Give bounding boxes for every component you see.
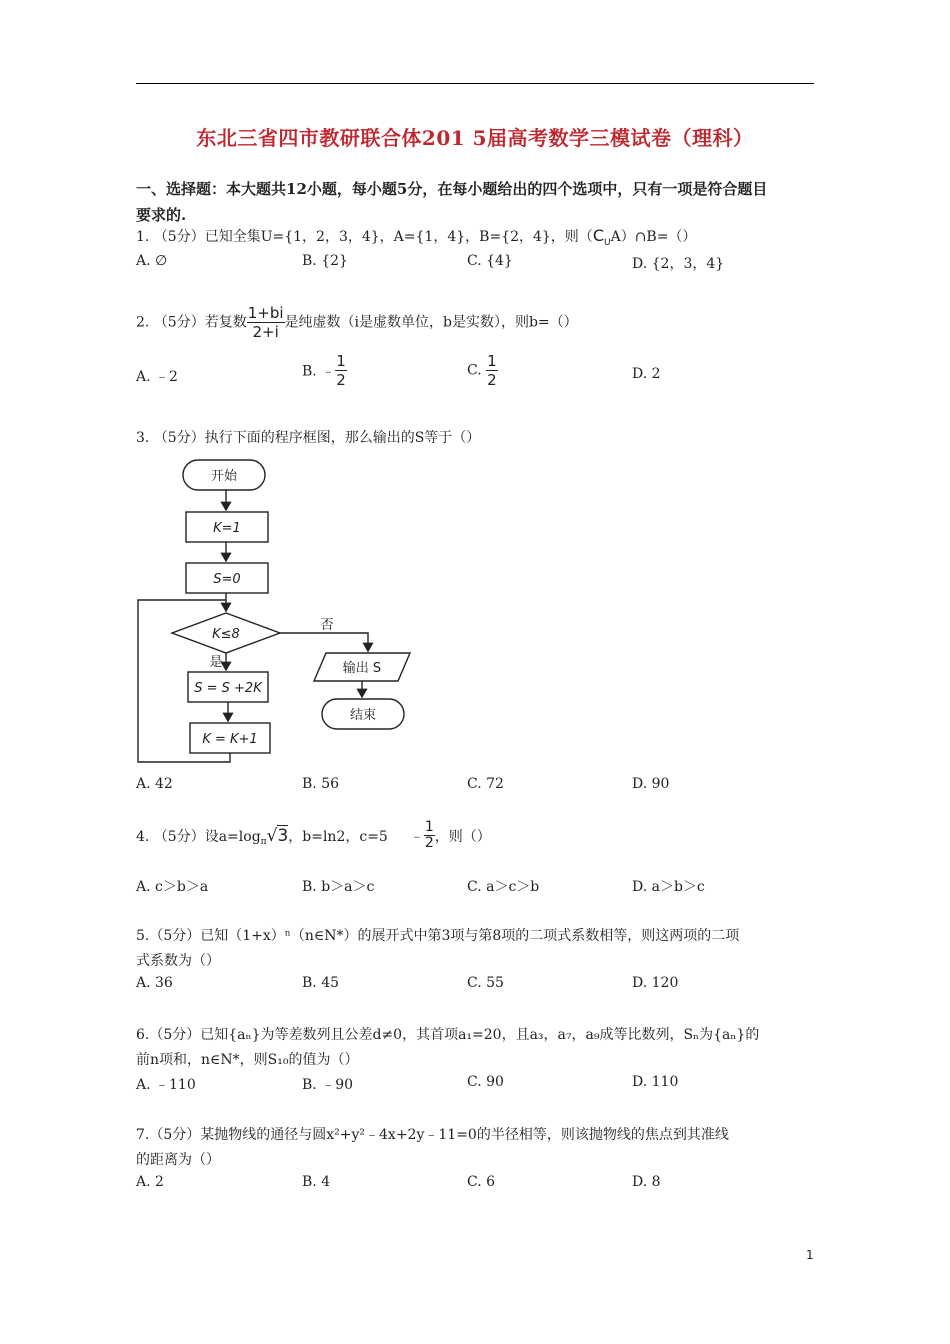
q2-option-a[interactable]: A. ﹣2 <box>136 369 178 385</box>
flow-k-init-label: K=1 <box>213 521 241 536</box>
q1-option-d[interactable]: D. {2，3，4} <box>632 256 725 272</box>
question-3-stem: 3. （5分）执行下面的程序框图，那么输出的S等于（） <box>136 430 481 446</box>
q1-stem-part-a: 1. （5分）已知全集U={1，2，3，4}，A={1，4}，B={2，4}，则（ <box>136 229 593 245</box>
section-heading-line-1: 一、选择题：本大题共12小题，每小题5分，在每小题给出的四个选项中，只有一项是符合题目 <box>136 180 768 198</box>
program-flowchart <box>130 452 430 770</box>
section-heading <box>136 176 816 228</box>
q5-option-b[interactable]: B. 45 <box>302 975 340 991</box>
exponent: ﹣ $\frac{1}{2}$ <box>409 819 434 851</box>
question-1-stem <box>136 226 696 248</box>
q7-option-b[interactable]: B. 4 <box>302 1174 331 1190</box>
q3-option-a[interactable]: A. 42 <box>136 776 173 792</box>
q5-option-d[interactable]: D. 120 <box>632 975 679 991</box>
section-heading-line-2: 要求的. <box>136 206 187 224</box>
q4-option-d[interactable]: D. a＞b＞c <box>632 879 705 895</box>
question-2-stem <box>136 304 578 341</box>
q1-option-b[interactable]: B. {2} <box>302 253 348 269</box>
q4-option-b[interactable]: B. b＞a＞c <box>302 879 375 895</box>
paper-title: 东北三省四市教研联合体201 5届高考数学三模试卷（理科） <box>196 126 754 150</box>
q7-option-d[interactable]: D. 8 <box>632 1174 661 1190</box>
q6-option-d[interactable]: D. 110 <box>632 1074 679 1090</box>
q6-option-b[interactable]: B. ﹣90 <box>302 1077 354 1093</box>
q6-option-c[interactable]: C. 90 <box>467 1074 504 1090</box>
q3-option-d[interactable]: D. 90 <box>632 776 670 792</box>
q3-option-b[interactable]: B. 56 <box>302 776 340 792</box>
question-6-line-1: 6.（5分）已知{aₙ}为等差数列且公差d≠0，其首项a₁=20，且a₃，a₇，a₉成等比数列，Sₙ为{aₙ}的 <box>136 1027 760 1043</box>
q2-stem-part-a: 2. （5分）若复数 <box>136 314 247 331</box>
flow-incr-label: K = K+1 <box>202 732 258 747</box>
header-rule <box>136 83 814 84</box>
question-6-line-2: 前n项和，n∈N*，则S₁₀的值为（） <box>136 1052 359 1068</box>
q2-option-b-fraction: $\frac{1}{2}$ <box>336 352 346 389</box>
q1-stem-part-b: A）∩B=（） <box>610 229 697 245</box>
q7-option-c[interactable]: C. 6 <box>467 1174 496 1190</box>
q4-option-c[interactable]: C. a＞c＞b <box>467 879 540 895</box>
question-5-line-1: 5.（5分）已知（1+x）ⁿ（n∈N*）的展开式中第3项与第8项的二项式系数相等，则这两项的二项 <box>136 928 740 944</box>
log-base: π <box>260 836 267 847</box>
flow-condition-label: K≤8 <box>212 627 240 642</box>
q5-option-a[interactable]: A. 36 <box>136 975 173 991</box>
q2-option-c-fraction: $\frac{1}{2}$ <box>487 352 497 389</box>
q7-option-a[interactable]: A. 2 <box>136 1174 164 1190</box>
q2-option-c[interactable]: C. $\frac{1}{2}$ <box>467 352 497 389</box>
q4-stem-part-c: ，则（） <box>434 829 491 845</box>
q1-option-c[interactable]: C. {4} <box>467 253 513 269</box>
q3-option-c[interactable]: C. 72 <box>467 776 504 792</box>
question-7-line-1: 7.（5分）某抛物线的通径与圆x²+y²﹣4x+2y﹣11=0的半径相等，则该抛物线的焦点到其准线 <box>136 1127 729 1143</box>
q2-option-d[interactable]: D. 2 <box>632 366 661 382</box>
q4-stem-part-a: 4. （5分）设a=log <box>136 829 261 845</box>
page-number: 1 <box>806 1248 814 1262</box>
q4-option-a[interactable]: A. c＞b＞a <box>136 879 209 895</box>
question-5-line-2: 式系数为（） <box>136 953 220 969</box>
flow-output-label: 输出 S <box>342 661 382 676</box>
flow-start-label: 开始 <box>210 469 238 484</box>
flow-s-init-label: S=0 <box>213 572 241 587</box>
question-4-stem <box>136 819 491 851</box>
flow-body-label: S = S +2K <box>194 681 262 696</box>
q5-option-c[interactable]: C. 55 <box>467 975 504 991</box>
complement-symbol: $C_U$ <box>592 226 611 249</box>
q4-stem-part-b: ，b=ln2，c=5 <box>288 829 388 845</box>
flow-end-label: 结束 <box>349 708 377 723</box>
q6-option-a[interactable]: A. ﹣110 <box>136 1077 196 1093</box>
flow-yes-label: 是 <box>209 655 223 670</box>
q2-stem-part-b: 是纯虚数（i是虚数单位，b是实数），则b=（） <box>284 314 578 331</box>
complex-fraction: $\frac{1+bi}{2+i}$ <box>247 304 284 341</box>
q2-option-b[interactable]: B. ﹣ $\frac{1}{2}$ <box>302 352 346 389</box>
q1-option-a[interactable]: A. ∅ <box>136 253 168 269</box>
flow-no-label: 否 <box>320 618 334 633</box>
question-7-line-2: 的距离为（） <box>136 1152 220 1168</box>
sqrt-expression: √3 <box>266 826 289 846</box>
